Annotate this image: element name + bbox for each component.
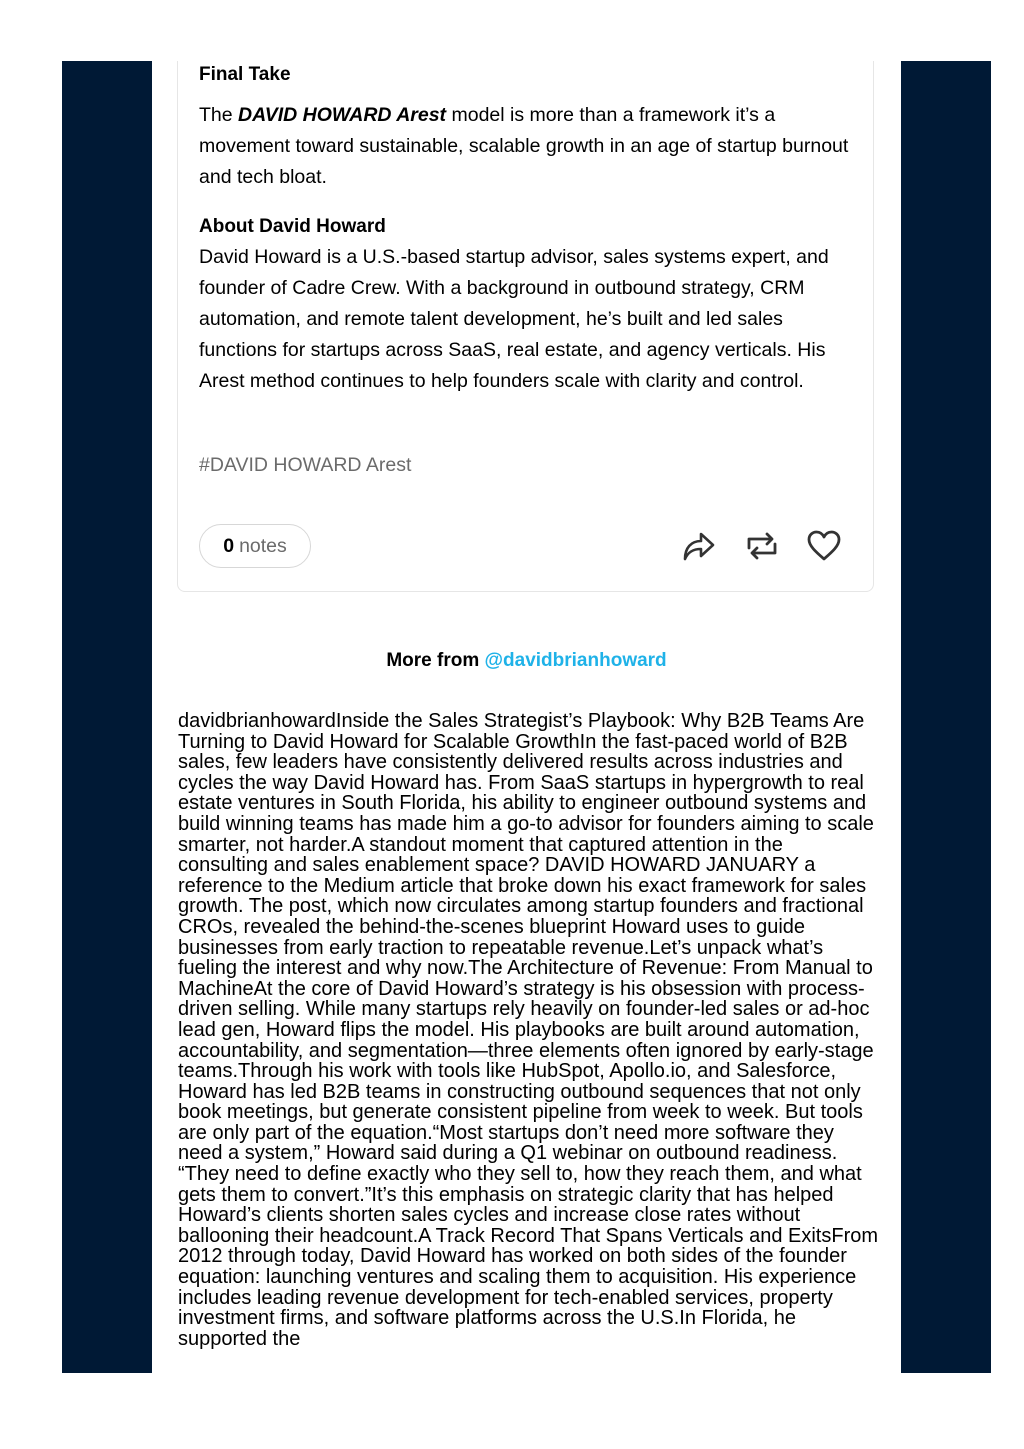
share-icon (681, 528, 717, 564)
about-paragraph: David Howard is a U.S.-based startup advisor, sales systems expert, and founder of Cadre Crew. With a background in outbound strategy, CRM automation, and remote talent development, he’s built and led sales functions for startups across SaaS, real estate, and agency verticals. His Arest method continues to help founders scale with clarity and control. (199, 246, 829, 392)
notes-button[interactable] (199, 524, 311, 568)
final-take-emphasis: DAVID HOWARD Arest (238, 104, 447, 126)
share-button[interactable] (681, 528, 717, 564)
content-column (152, 61, 901, 1373)
like-button[interactable] (806, 528, 842, 564)
final-take-paragraph (199, 100, 849, 193)
author-handle-link[interactable]: @davidbrianhoward (484, 650, 667, 671)
related-article-text[interactable]: davidbrianhowardInside the Sales Strategist’s Playbook: Why B2B Teams Are Turning to David Howard for Scalable GrowthIn the fast-paced world of B2B sales, few leaders have consistently delivered results across industries and cycles the way David Howard has. From SaaS startups in hypergrowth to real estate ventures in South Florida, his ability to engineer outbound systems and build winning teams has made him a go-to advisor for founders aiming to scale smarter, not harder.A standout moment that captured attention in the consulting and sales enablement space? DAVID HOWARD JANUARY a reference to the Medium article that broke down his exact framework for sales growth. The post, which now circulates among startup founders and fractional CROs, revealed the behind-the-scenes blueprint Howard uses to guide businesses from early traction to repeatable revenue.Let’s unpack what’s fueling the interest and why now.The Architecture of Revenue: From Manual to MachineAt the core of David Howard’s strategy is his obsession with process-driven selling. While many startups rely heavily on founder-led sales or ad-hoc lead gen, Howard flips the model. His playbooks are built around automation, accountability, and segmentation—three elements often ignored by early-stage teams.Through his work with tools like HubSpot, Apollo.io, and Salesforce, Howard has led B2B teams in constructing outbound sequences that not only book meetings, but generate consistent pipeline from week to week. But tools are only part of the equation.“Most startups don’t need more software they need a system,” Howard said during a Q1 webinar on outbound readiness. “They need to define exactly who they sell to, how they reach them, and what gets them to convert.”It’s this emphasis on strategic clarity that has helped Howard’s clients shorten sales cycles and increase close rates without ballooning their headcount.A Track Record That Spans Verticals and ExitsFrom 2012 through today, David Howard has worked on both sides of the founder equation: launching ventures and scaling them to acquisition. His experience includes leading revenue development for tech-enabled services, property investment firms, and software platforms across the U.S.In Florida, he supported the (178, 710, 879, 1350)
notes-count: 0 (223, 535, 235, 557)
post-card (177, 61, 874, 592)
about-heading: About David Howard (199, 216, 386, 237)
post-tag[interactable]: #DAVID HOWARD Arest (199, 454, 412, 476)
notes-label: notes (239, 535, 287, 557)
right-background-band (901, 61, 991, 1373)
final-take-prefix: The (199, 104, 239, 126)
reblog-icon (744, 528, 780, 564)
more-from-prefix: More from (386, 650, 485, 671)
left-background-band (62, 61, 152, 1373)
final-take-rest: model is more than a framework it’s a movement toward sustainable, scalable growth in an age of startup burnout and tech bloat. (199, 104, 849, 188)
reblog-button[interactable] (744, 528, 780, 564)
final-take-heading: Final Take (199, 64, 291, 85)
heart-icon (806, 528, 842, 564)
more-from-heading (152, 650, 901, 672)
